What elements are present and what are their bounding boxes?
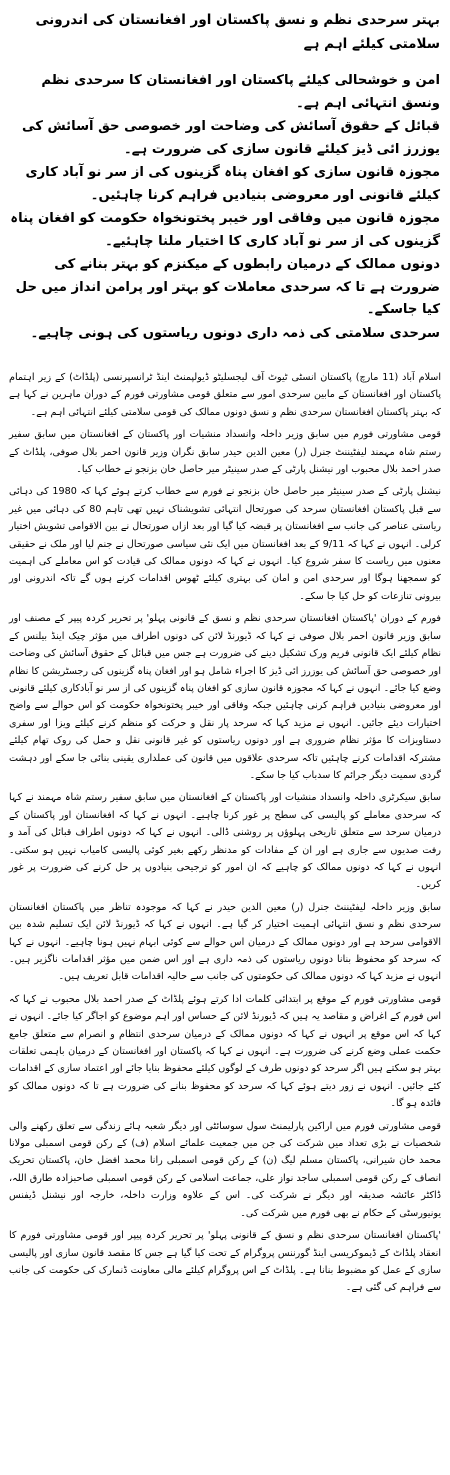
body-paragraph: 'پاکستان افغانستان سرحدی نظم و نسق کے قانونی پہلو' پر تحریر کردہ پیپر اور قومی مشاورتی فورم کا انعقاد پلڈاٹ کے ڈیموکریسی اینڈ گورننس پروگرام کے تحت کیا گیا ہے جس کا مقصد قانون سازی اور پالیسی سازی کے عمل کو مضبوط بنانا ہے۔ پلڈاٹ کے اس پروگرام کیلئے مالی معاونت ڈنمارک کی حکومت کی جانب سے فراہم کی گئی ہے۔ bbox=[9, 1230, 441, 1294]
article-body bbox=[6, 369, 444, 1297]
highlight-item: مجوزہ قانون سازی کو افغان پناہ گزینوں کی از سر نو آباد کاری کیلئے قانونی اور معروضی بنیادیں فراہم کرنا چاہئیں۔ bbox=[25, 165, 440, 203]
highlight-item: امن و خوشحالی کیلئے پاکستان اور افغانستان کا سرحدی نظم ونسق انتہائی اہم ہے۔ bbox=[41, 73, 440, 111]
body-paragraph: فورم کے دوران 'پاکستان افغانستان سرحدی نظم و نسق کے قانونی پہلو' پر تحریر کردہ پیپر کے مصنف اور سابق وزیر قانون احمر بلال صوفی نے کہا کہ ڈیورنڈ لائن کی دونوں اطراف میں مؤثر چیک اینڈ بیلنس کے نظام کیلئے ایک قانونی فریم ورک تشکیل دینے کی ضرورت ہے جس میں قبائل کے حقوق آسائش کی وضاحت اور خصوصی حق آسائش کی یوزرز ائی ڈیز کا اجراء شامل ہو اور افغان پناہ گزینوں کی رجسٹریشن کا نظام وضع کیا جائے۔ انہوں نے کہا کہ مجوزہ قانون سازی کو افغان پناہ گزینوں کی از سر نو آبادکاری کیلئے قانونی اور معروضی بنیادیں فراہم کرنی چاہئیں جبکہ وفاقی اور خیبر پختونخواہ حکومت کو اس حوالے سے واضح اختیارات دیئے جائیں۔ انہوں نے مزید کہا کہ سرحد پار نقل و حرکت کو منظم کرنے کیلئے ویزا اور سفری دستاویزات کا مؤثر نظام ضروری ہے اور دونوں ریاستوں کو غیر قانونی نقل و حمل کی روک تھام کیلئے مشترکہ اقدامات کرنے چاہئیں تاکہ سرحدی علاقوں میں قانون کی عملداری یقینی بنائی جا سکے اور دہشت گردی سمیت دیگر جرائم کا سدباب کیا جا سکے۔ bbox=[9, 613, 441, 781]
headline: بہتر سرحدی نظم و نسق پاکستان اور افغانستان کی اندرونی سلامتی کیلئے اہم ہے bbox=[35, 12, 440, 52]
press-release-page bbox=[6, 0, 444, 1297]
body-paragraph: قومی مشاورتی فورم میں سابق وزیر داخلہ وانسداد منشیات اور پاکستان کے افغانستان میں سابق سفیر رستم شاہ مہمند لیفٹیننٹ جنرل (ر) معین الدین حیدر سابق نگران وزیر قانون احمر بلال صوفی، پلڈاٹ کے صدر احمد بلال محبوب اور نیشنل پارٹی کے صدر سینیٹر میر حاصل خان بزنجو نے خطاب کیا۔ bbox=[9, 429, 441, 476]
body-paragraph: قومی مشاورتی فورم کے موقع پر ابتدائی کلمات ادا کرتے ہوئے پلڈاٹ کے صدر احمد بلال محبوب نے کہا کہ اس فورم کے اغراض و مقاصد یہ ہیں کہ ڈیورنڈ لائن کے حساس اور اہم موضوع کو اجاگر کیا جائے۔ انہوں نے کہا کہ اس موقع پر انہوں نے کہا کہ دونوں ممالک کے درمیان سرحدی انتظام و انصرام سے متعلق جامع حکمت عملی وضع کرنے کی ضرورت ہے۔ انہوں نے کہا کہ پاکستان اور افغانستان کے درمیان باہمی تعلقات بہتر ہو سکتے ہیں اگر سرحد کو دونوں طرف کے لوگوں کیلئے محفوظ بنایا جائے اور اعتماد سازی کے اقدامات کئے جائیں۔ انہوں نے زور دیتے ہوئے کہا کہ سرحد کو محفوظ بنانے کی ضرورت ہے تا کہ دونوں ممالک کو فائدہ ہو گا۔ bbox=[9, 993, 441, 1110]
body-paragraph: قومی مشاورتی فورم میں اراکین پارلیمنٹ سول سوسائٹی اور دیگر شعبہ ہائے زندگی سے تعلق رکھنے والی شخصیات نے بڑی تعداد میں شرکت کی جن میں جمعیت علمائے اسلام (ف) کے رکن قومی اسمبلی مولانا محمد خان شیرانی، پاکستان مسلم لیگ (ن) کے رکن قومی اسمبلی رانا محمد افضل خان، پاکستان تحریک انصاف کے رکن قومی اسمبلی ساجد نواز علی، جماعت اسلامی کے رکن قومی اسمبلی صاحبزادہ طارق اللہ، ڈاکٹر عائشہ صدیقہ اور دیگر نے شرکت کی۔ اس کے علاوہ وزارت داخلہ، خارجہ اور نیشنل ڈیفنس یونیورسٹی کے حکام نے بھی فورم میں شرکت کی۔ bbox=[9, 1120, 441, 1219]
highlight-item: قبائل کے حقوق آسائش کی وضاحت اور خصوصی حق آسائش کی یوزرز ائی ڈیز کیلئے قانون سازی کی ضرورت ہے۔ bbox=[21, 119, 440, 157]
body-paragraph: نیشنل پارٹی کے صدر سینیٹر میر حاصل خان بزنجو نے فورم سے خطاب کرتے ہوئے کہا کہ 1980 کی دہائی سے قبل پاکستان افغانستان سرحد کی صورتحال انتہائی تشویشناک نہیں تھی تاہم 80 کی دہائی میں غیر ریاستی عناصر کی جانب سے افغانستان پر قبضہ کیا گیا اور بعد ازاں صورتحال نے بین الاقوامی تشویش اختیار کرلی۔ انہوں نے کہا کہ 9/11 کے بعد افغانستان میں ایک نئی سیاسی صورتحال نے جنم لیا اور ملک نے حقیقی معنوں میں ریاست کا سفر شروع کیا۔ انہوں نے کہا کہ دونوں ممالک کی قیادت کو اس معاملے کی اہمیت کو سمجھنا ہوگا اور سرحدی امن و امان کی بہتری کیلئے ٹھوس اقدامات کرنے ہوں گے تاکہ اندرونی اور بیرونی تنازعات کو حل کیا جا سکے۔ bbox=[9, 486, 441, 602]
highlight-item: مجوزہ قانون میں وفاقی اور خیبر پختونخواہ حکومت کو افغان پناہ گزینوں کی از سر نو آباد کاری کا اختیار ملنا چاہئیے۔ bbox=[10, 211, 440, 249]
body-paragraph: اسلام آباد (11 مارچ) پاکستان انسٹی ٹیوٹ آف لیجسلیٹو ڈیولپمنٹ اینڈ ٹرانسپرنسی (پلڈاٹ) کے زیر اہتمام پاکستان اور افغانستان کے مابین سرحدی امور سے متعلق قومی مشاورتی فورم کے دوران ماہرین نے کہا ہے کہ بہتر پاکستان افغانستان سرحدی نظم و نسق دونوں ممالک کی قومی سلامتی کیلئے انتہائی اہم ہے۔ bbox=[9, 372, 441, 418]
highlight-item: سرحدی سلامتی کی ذمہ داری دونوں ریاستوں کی ہونی چاہیے۔ bbox=[30, 325, 440, 341]
highlight-item: دونوں ممالک کے درمیان رابطوں کے میکنزم کو بہتر بنانے کی ضرورت ہے تا کہ سرحدی معاملات کو بہتر اور پرامن انداز میں حل کیا جاسکے۔ bbox=[15, 257, 440, 317]
highlights-list bbox=[6, 70, 444, 345]
body-paragraph: سابق وزیر داخلہ لیفٹیننٹ جنرل (ر) معین الدین حیدر نے کہا کہ موجودہ تناظر میں پاکستان افغانستان سرحدی نظم و نسق انتہائی اہمیت اختیار کر گیا ہے۔ انہوں نے کہا کہ ڈیورنڈ لائن ایک تسلیم شدہ بین الاقوامی سرحد ہے اور دونوں ممالک کے درمیان اس حوالے سے کوئی ابہام نہیں ہونا چاہیے۔ انہوں نے کہا کہ سرحد کو محفوظ بنانا دونوں ریاستوں کی ذمہ داری ہے اور اس ضمن میں مؤثر اقدامات ناگزیر ہیں۔ انہوں نے مزید کہا کہ دونوں ممالک کی حکومتوں کی جانب سے حالیہ اقدامات قابل تعریف ہیں۔ bbox=[9, 901, 441, 983]
section-gap bbox=[6, 359, 444, 369]
body-paragraph: سابق سیکرٹری داخلہ وانسداد منشیات اور پاکستان کے افغانستان میں سابق سفیر رستم شاہ مہمند نے کہا کہ سرحدی معاملے کو پالیسی کی سطح پر غور کرنا چاہیے۔ انہوں نے کہا کہ افغانستان اور پاکستان کے درمیان سرحد سے متعلق تاریخی پہلوؤں پر روشنی ڈالی۔ انہوں نے کہا کہ دونوں اطراف قبائل کی آمد و رفت صدیوں سے جاری ہے اور ان کے مفادات کو مدنظر رکھے بغیر کوئی پالیسی کامیاب نہیں ہو سکتی۔ انہوں نے کہا کہ دونوں ممالک کو چاہیے کہ ان امور کو ترجیحی بنیادوں پر حل کرنے کی ضرورت پر غور کریں۔ bbox=[9, 792, 441, 891]
